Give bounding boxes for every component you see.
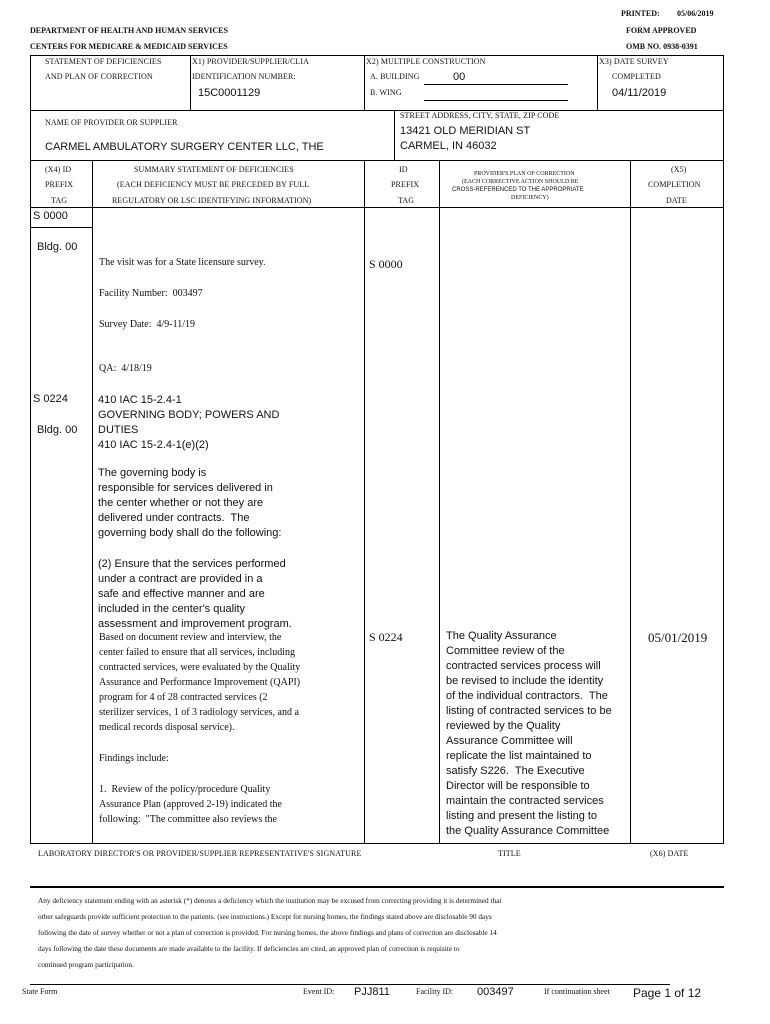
building-underline — [424, 84, 568, 85]
form-approved: FORM APPROVED — [626, 26, 697, 35]
id-header-3: TAG — [398, 196, 415, 205]
event-id-value: PJJ811 — [354, 986, 390, 998]
footer-rule — [30, 984, 670, 985]
page-number: Page 1 of 12 — [633, 986, 702, 1000]
plan-of-correction: The Quality Assurance Committee review of the contracted services process will be revised to include the identity of the individual contractors. The listing of contracted services to be reviewed by the Quality Assurance Committee will replicate the list maintained to satisfy S226. The Executive Director will be responsible to maintain the contracted services listing and present the listing to the Quality Assurance Committee — [446, 630, 612, 837]
completion-date: 05/01/2019 — [648, 630, 708, 645]
building-ref: Bldg. 00 — [37, 424, 78, 436]
x4-header-2: PREFIX — [45, 180, 74, 189]
grid-line — [394, 110, 395, 160]
plan-header: PROVIDER'S PLAN OF CORRECTION — [474, 171, 575, 177]
tag-prefix: S 0000 — [33, 210, 68, 222]
continuation-label: If continuation sheet — [544, 987, 610, 996]
title-label: TITLE — [498, 849, 521, 858]
policy-review: 1. Review of the policy/procedure Quality Assurance Plan (approved 2-19) indicated the following: "The committee also reviews the — [99, 784, 282, 825]
event-id-label: Event ID: — [303, 987, 335, 996]
statement-label: STATEMENT OF DEFICIENCIES — [45, 57, 162, 66]
state-form-label: State Form — [22, 987, 58, 996]
provider-id: 15C0001129 — [198, 87, 261, 99]
id-header-2: PREFIX — [391, 180, 420, 189]
x5-header: (X5) — [671, 165, 687, 174]
grid-line — [30, 160, 724, 161]
x3-label: X3) DATE SURVEY — [599, 57, 669, 66]
grid-line — [30, 843, 724, 844]
building-value: 00 — [453, 71, 466, 83]
grid-line — [439, 160, 440, 844]
grid-line — [30, 207, 724, 208]
provider-name-label: NAME OF PROVIDER OR SUPPLIER — [45, 118, 178, 127]
signature-rule — [30, 886, 724, 888]
deficiency-finding: Based on document review and interview, the center failed to ensure that all services, including contracted services, were evaluated by the Quality Assurance and Performance Improvement (QAPI) program for 4 of 28 contracted services (2 sterilizer services, 1 of 3 radiology services, and a medical records disposal service). — [99, 632, 301, 733]
wing-underline — [424, 100, 568, 101]
x1-label-2: IDENTIFICATION NUMBER: — [192, 72, 296, 81]
wing-label: B. WING — [370, 88, 402, 97]
x4-header-3: TAG — [51, 196, 68, 205]
grid-line — [630, 160, 631, 844]
date-label: (X6) DATE — [650, 849, 689, 858]
grid-line — [30, 55, 724, 56]
statement-label-2: AND PLAN OF CORRECTION — [45, 72, 153, 81]
survey-date-text: Survey Date: 4/9-11/19 — [99, 319, 196, 330]
tag-divider — [30, 227, 92, 228]
x5-header-3: DATE — [666, 196, 687, 205]
building-label: A. BUILDING — [370, 72, 420, 81]
summary-header-3: REGULATORY OR LSC IDENTIFYING INFORMATION) — [112, 196, 312, 205]
tag-prefix-right: S 0000 — [369, 257, 403, 271]
provider-name: CARMEL AMBULATORY SURGERY CENTER LLC, THE — [45, 141, 324, 153]
x2-label: X2) MULTIPLE CONSTRUCTION — [366, 57, 486, 66]
grid-line — [364, 160, 365, 844]
grid-line — [92, 160, 93, 844]
centers-title: CENTERS FOR MEDICARE & MEDICAID SERVICES — [30, 42, 228, 51]
tag-prefix-right: S 0224 — [369, 630, 403, 644]
grid-line — [30, 110, 724, 111]
signature-label: LABORATORY DIRECTOR'S OR PROVIDER/SUPPLIER REPRESENTATIVE'S SIGNATURE — [38, 849, 362, 858]
survey-intro: The visit was for a State licensure survey. — [99, 257, 266, 268]
plan-header-3: CROSS-REFERENCED TO THE APPROPRIATE — [452, 187, 584, 193]
plan-header-4: DEFICIENCY) — [511, 195, 549, 201]
regulation-text: (2) Ensure that the services performed under a contract are provided in a safe and effective manner and are included in the center's quality assessment and improvement program. — [98, 558, 292, 630]
summary-header: SUMMARY STATEMENT OF DEFICIENCIES — [134, 165, 294, 174]
printed-date: 05/06/2019 — [677, 9, 714, 18]
regulation-citation: 410 IAC 15-2.4-1 GOVERNING BODY; POWERS AND DUTIES 410 IAC 15-2.4-1(e)(2) — [98, 394, 280, 451]
plan-header-2: (EACH CORRECTIVE ACTION SHOULD BE — [462, 179, 579, 185]
summary-header-2: (EACH DEFICIENCY MUST BE PRECEDED BY FULL — [117, 180, 310, 189]
street-label: STREET ADDRESS, CITY, STATE, ZIP CODE — [400, 111, 560, 120]
facility-id-value: 003497 — [477, 986, 514, 998]
x3-label-2: COMPLETED — [612, 72, 661, 81]
survey-date: 04/11/2019 — [612, 87, 667, 99]
tag-prefix: S 0224 — [33, 393, 68, 405]
building-ref: Bldg. 00 — [37, 241, 78, 253]
id-header: ID — [399, 165, 408, 174]
facility-number: Facility Number: 003497 — [99, 288, 203, 299]
grid-line — [597, 55, 598, 111]
disclaimer-footnote: Any deficiency statement ending with an asterisk (*) denotes a deficiency which the institution may be excused from correcting providing it is determined that other safeguards provide sufficient protection to the patients. (see instructions.) Except for nursing homes, the findings stated above are disclosable 90 days following the date of survey whether or not a plan of correction is provided. For nursing homes, the above findings and plans of correction are disclosable 14 days following the date these documents are made available to the facility. If deficiencies are cited, an approved plan of correction is requisite to continued program participation. — [38, 896, 502, 969]
printed-label: PRINTED: — [621, 9, 660, 18]
grid-line — [364, 55, 365, 111]
x1-label: X1) PROVIDER/SUPPLIER/CLIA — [192, 57, 310, 66]
department-title: DEPARTMENT OF HEALTH AND HUMAN SERVICES — [30, 26, 228, 35]
facility-id-label: Facility ID: — [416, 987, 454, 996]
x4-header: (X4) ID — [45, 165, 72, 174]
grid-line — [30, 55, 31, 844]
grid-line — [723, 55, 724, 844]
grid-line — [190, 55, 191, 111]
city-state-zip: CARMEL, IN 46032 — [400, 140, 497, 152]
x5-header-2: COMPLETION — [648, 180, 701, 189]
findings-include: Findings include: — [99, 753, 169, 764]
regulation-text: The governing body is responsible for services delivered in the center whether or not they are delivered under contracts. The governing body shall do the following: — [98, 467, 282, 539]
omb-number: OMB NO. 0938-0391 — [626, 42, 698, 51]
qa-date: QA: 4/18/19 — [99, 363, 152, 374]
street-address: 13421 OLD MERIDIAN ST — [400, 125, 531, 137]
